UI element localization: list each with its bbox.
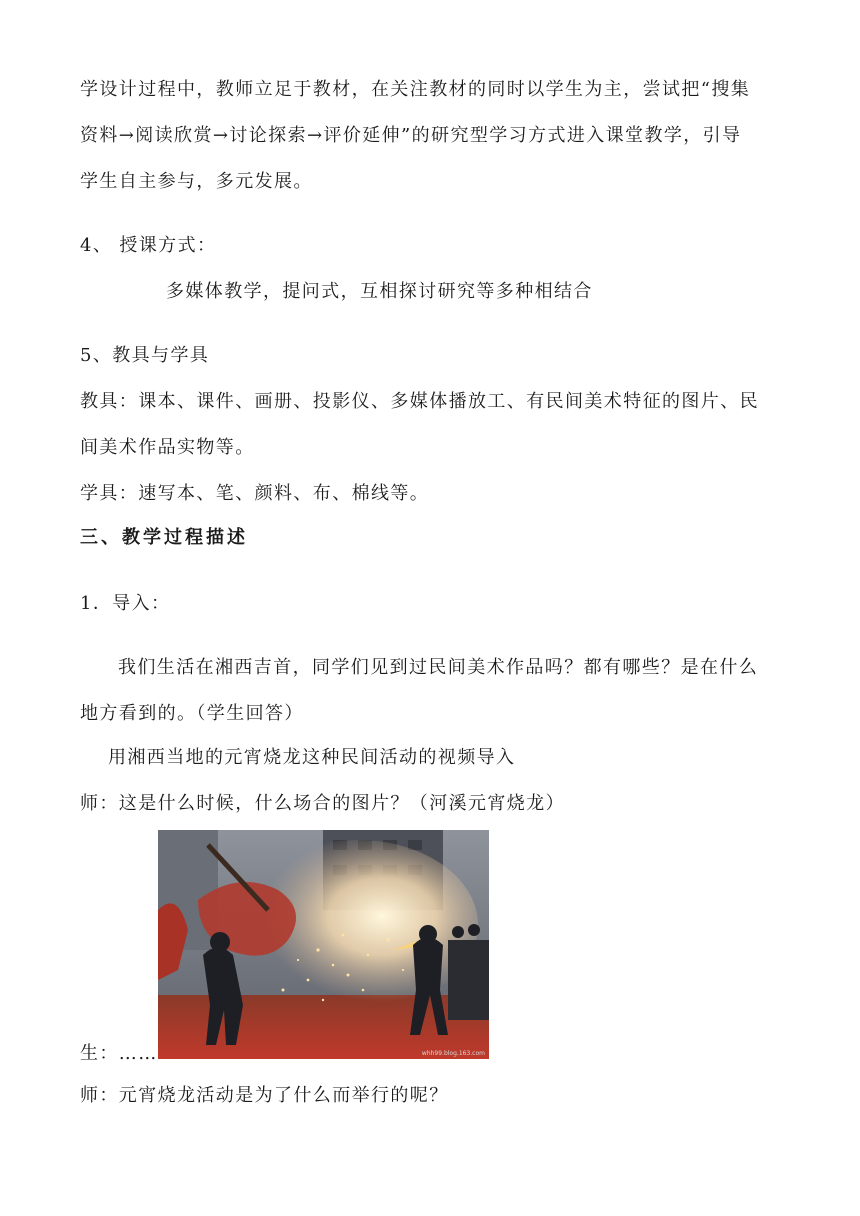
student-tools: 学具：速写本、笔、颜料、布、棉线等。 [80, 483, 430, 504]
teacher-question1: 师：这是什么时候，什么场合的图片？（河溪元宵烧龙） [80, 793, 565, 814]
part3-heading: 三、教学过程描述 [80, 527, 248, 548]
section5-heading: 5、教具与学具 [80, 345, 210, 366]
section4-content: 多媒体教学，提问式，互相探讨研究等多种相结合 [166, 281, 593, 302]
dragon-burning-photo [158, 830, 489, 1059]
student-answer: 生：…… [80, 1043, 158, 1064]
step1-heading: 1．导入： [80, 593, 171, 614]
para1-line3: 学生自主参与，多元发展。 [80, 171, 313, 192]
teaching-tools-line1: 教具：课本、课件、画册、投影仪、多媒体播放工、有民间美术特征的图片、民 [80, 391, 759, 412]
teaching-tools-line2: 间美术作品实物等。 [80, 437, 255, 458]
para1-line2: 资料→阅读欣赏→讨论探索→评价延伸”的研究型学习方式进入课堂教学，引导 [80, 125, 742, 146]
question1-line1: 我们生活在湘西吉首，同学们见到过民间美术作品吗？都有哪些？是在什么 [118, 657, 759, 678]
teacher-question2: 师：元宵烧龙活动是为了什么而举行的呢？ [80, 1085, 449, 1106]
section4-heading: 4、 授课方式： [80, 235, 217, 256]
photo-watermark: whh99.blog.163.com [421, 1050, 485, 1057]
video-intro: 用湘西当地的元宵烧龙这种民间活动的视频导入 [108, 747, 516, 768]
question1-line2: 地方看到的。（学生回答） [80, 703, 304, 724]
para1-line1: 学设计过程中，教师立足于教材，在关注教材的同时以学生为主，尝试把“搜集 [80, 79, 751, 100]
